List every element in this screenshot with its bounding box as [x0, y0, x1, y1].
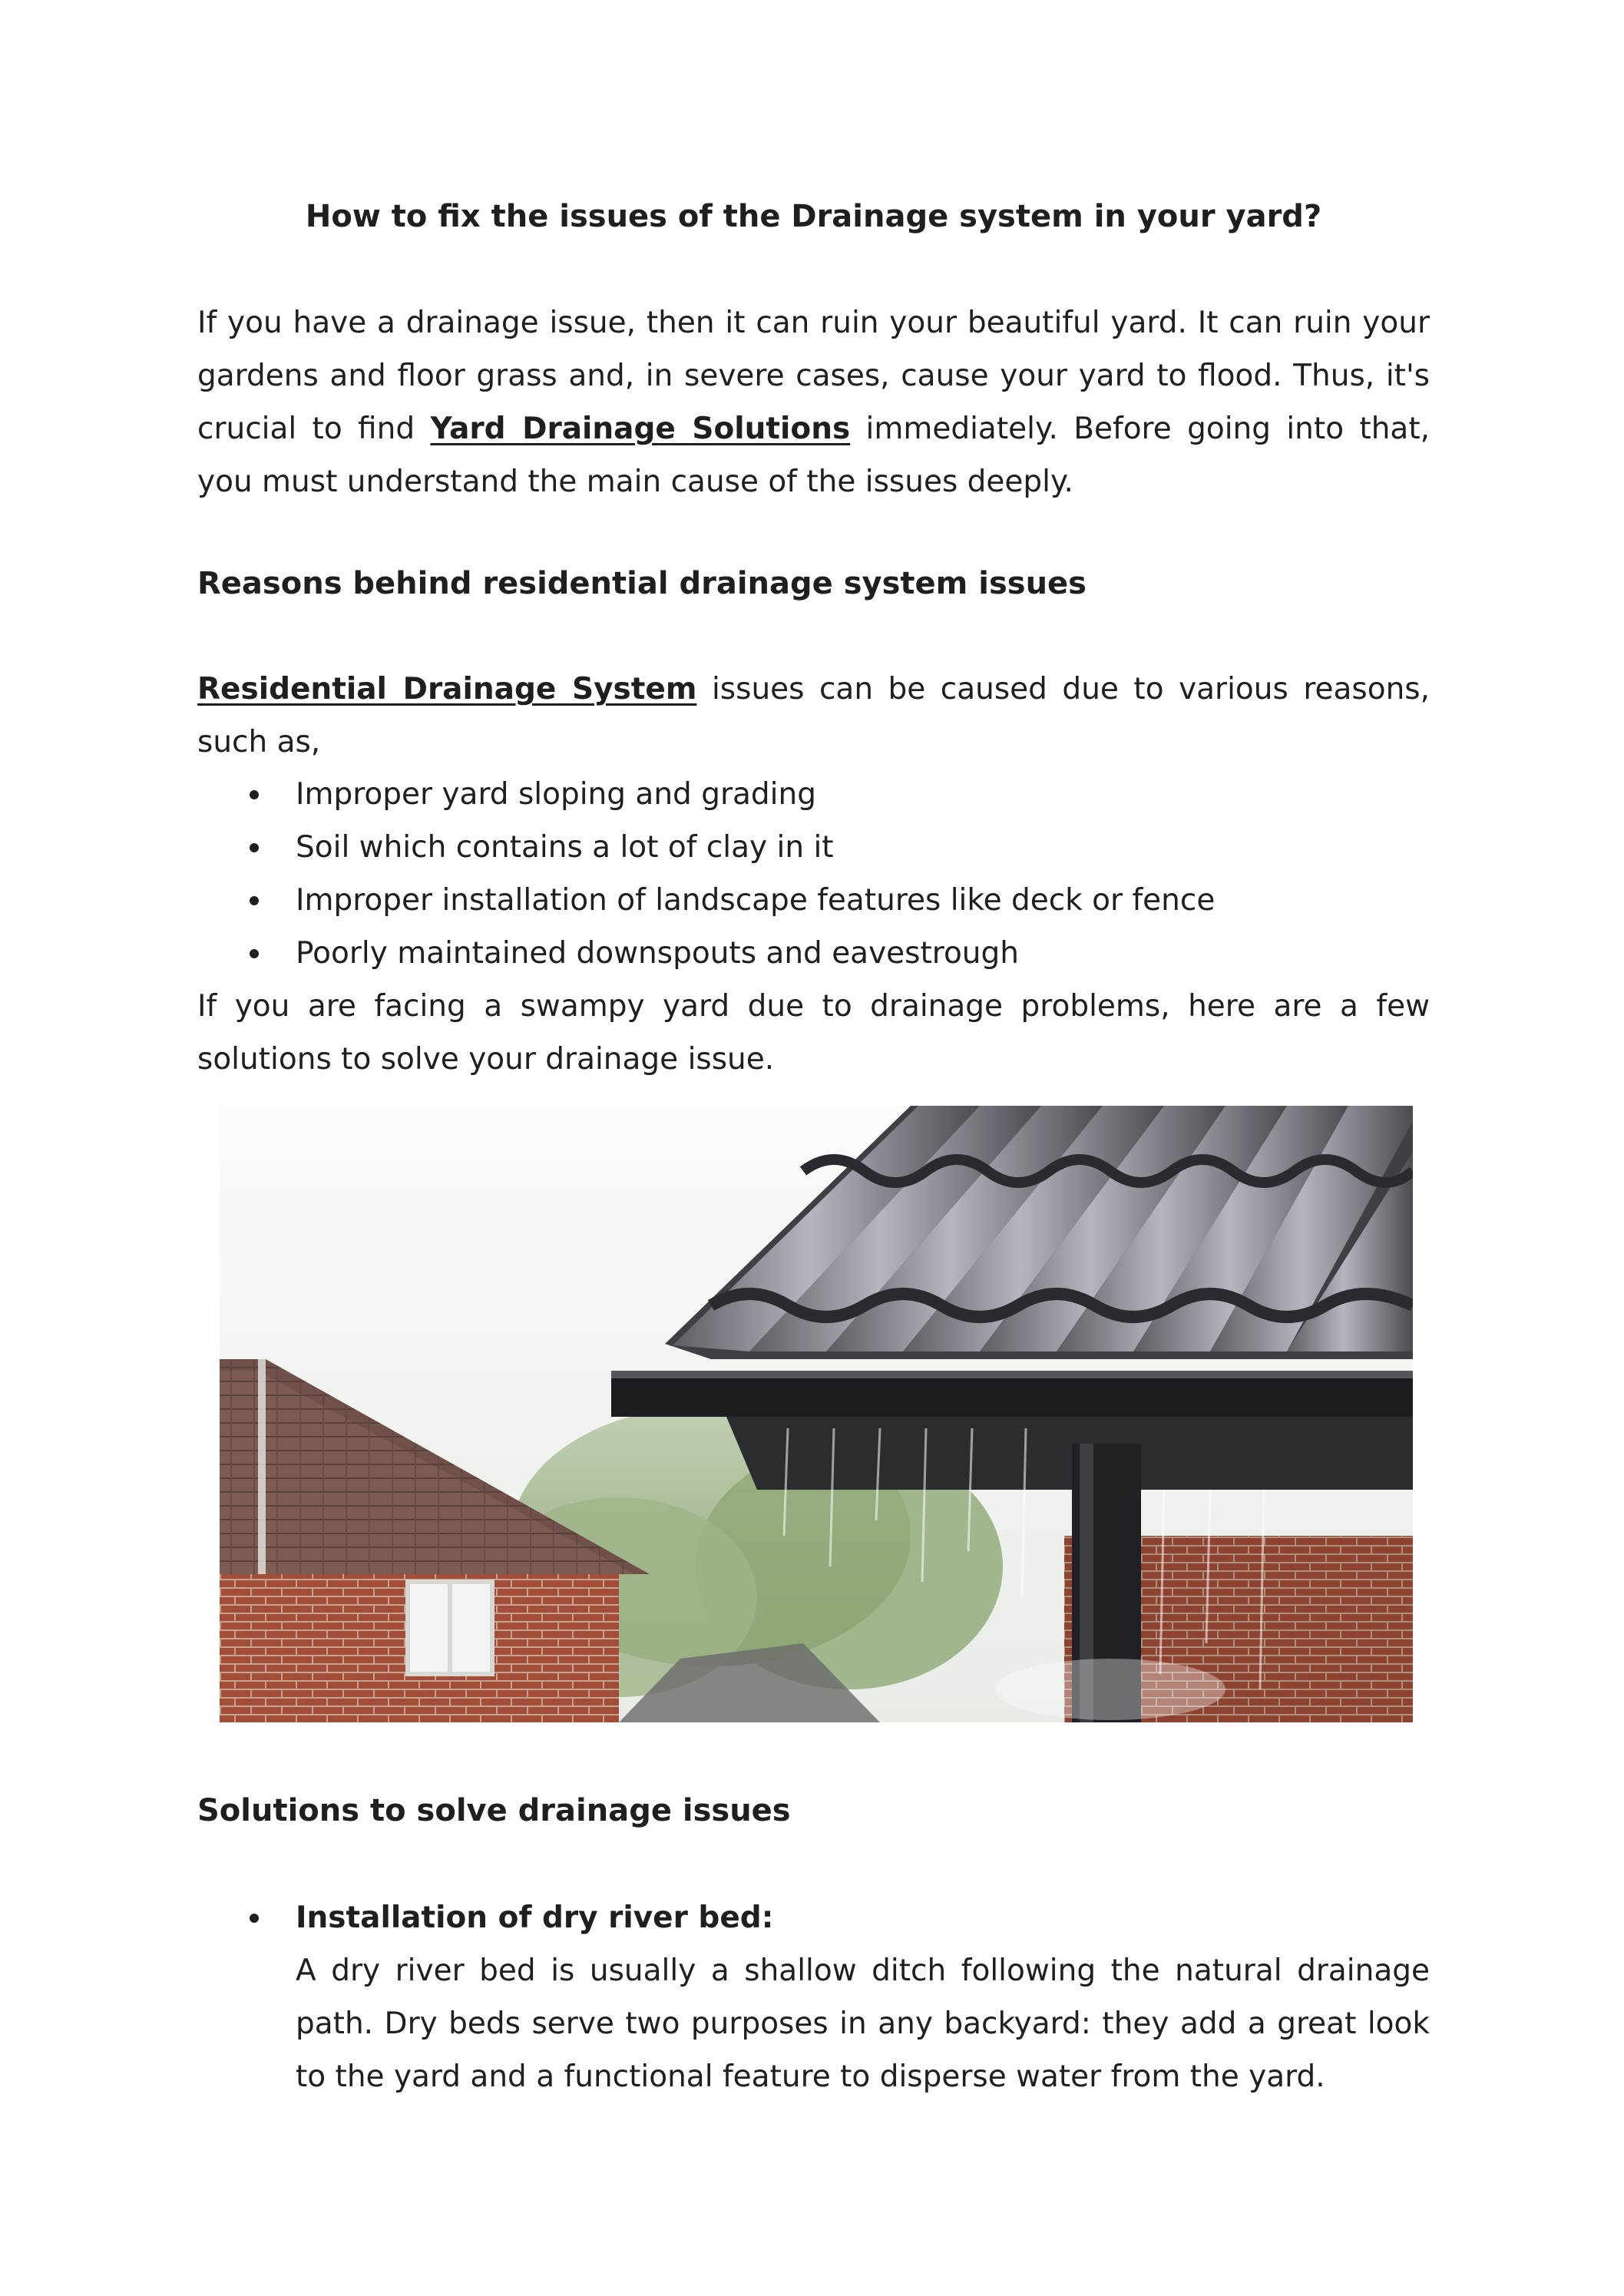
list-item-text: Improper yard sloping and grading	[296, 777, 816, 812]
reasons-list	[197, 768, 1430, 980]
list-item	[197, 874, 1430, 927]
list-item	[197, 927, 1430, 980]
intro-text-start: If you have a drainage issue, then it can ruin your beautiful yard. It can ruin your gardens and floor grass and, in severe cases, cause your yard to flood. Thus, it's crucial to find	[197, 306, 1430, 446]
roof-gutter-rain-photo	[220, 1106, 1413, 1722]
list-item	[197, 1891, 1430, 2103]
document-title: How to fix the issues of the Drainage system in your yard?	[305, 199, 1322, 234]
reasons-intro-text: issues can be caused due to various reasons, such as,	[197, 672, 1430, 759]
bullet-icon	[250, 843, 259, 852]
list-item	[197, 768, 1430, 821]
transition-paragraph: If you are facing a swampy yard due to drainage problems, here are a few solutions to solve your drainage issue.	[197, 989, 1430, 1077]
bullet-icon	[250, 949, 259, 958]
bullet-icon	[250, 1914, 259, 1923]
list-item	[197, 821, 1430, 874]
yard-drainage-solutions-link[interactable]: Yard Drainage Solutions	[430, 412, 851, 446]
list-item-text: Poorly maintained downspouts and eavestrough	[296, 936, 1019, 971]
residential-drainage-system-link[interactable]: Residential Drainage System	[197, 672, 697, 706]
intro-paragraph	[197, 296, 1430, 508]
intro-text-end: immediately. Before going into that, you must understand the main cause of the issues deeply.	[197, 412, 1431, 499]
bullet-icon	[250, 896, 259, 905]
list-item-text: Improper installation of landscape features like deck or fence	[296, 883, 1216, 918]
solution-title: Installation of dry river bed:	[296, 1901, 774, 1935]
solution-body: A dry river bed is usually a shallow ditch following the natural drainage path. Dry beds serve two purposes in any backyard: they add a great look to the yard and a functional feature to disperse water from the yard.	[296, 1954, 1430, 2094]
solutions-heading: Solutions to solve drainage issues	[197, 1793, 791, 1828]
list-item-text: Soil which contains a lot of clay in it	[296, 830, 834, 865]
solutions-list	[197, 1891, 1430, 2103]
bullet-icon	[250, 790, 259, 799]
reasons-heading: Reasons behind residential drainage system issues	[197, 566, 1087, 601]
reasons-intro-paragraph	[197, 663, 1430, 769]
